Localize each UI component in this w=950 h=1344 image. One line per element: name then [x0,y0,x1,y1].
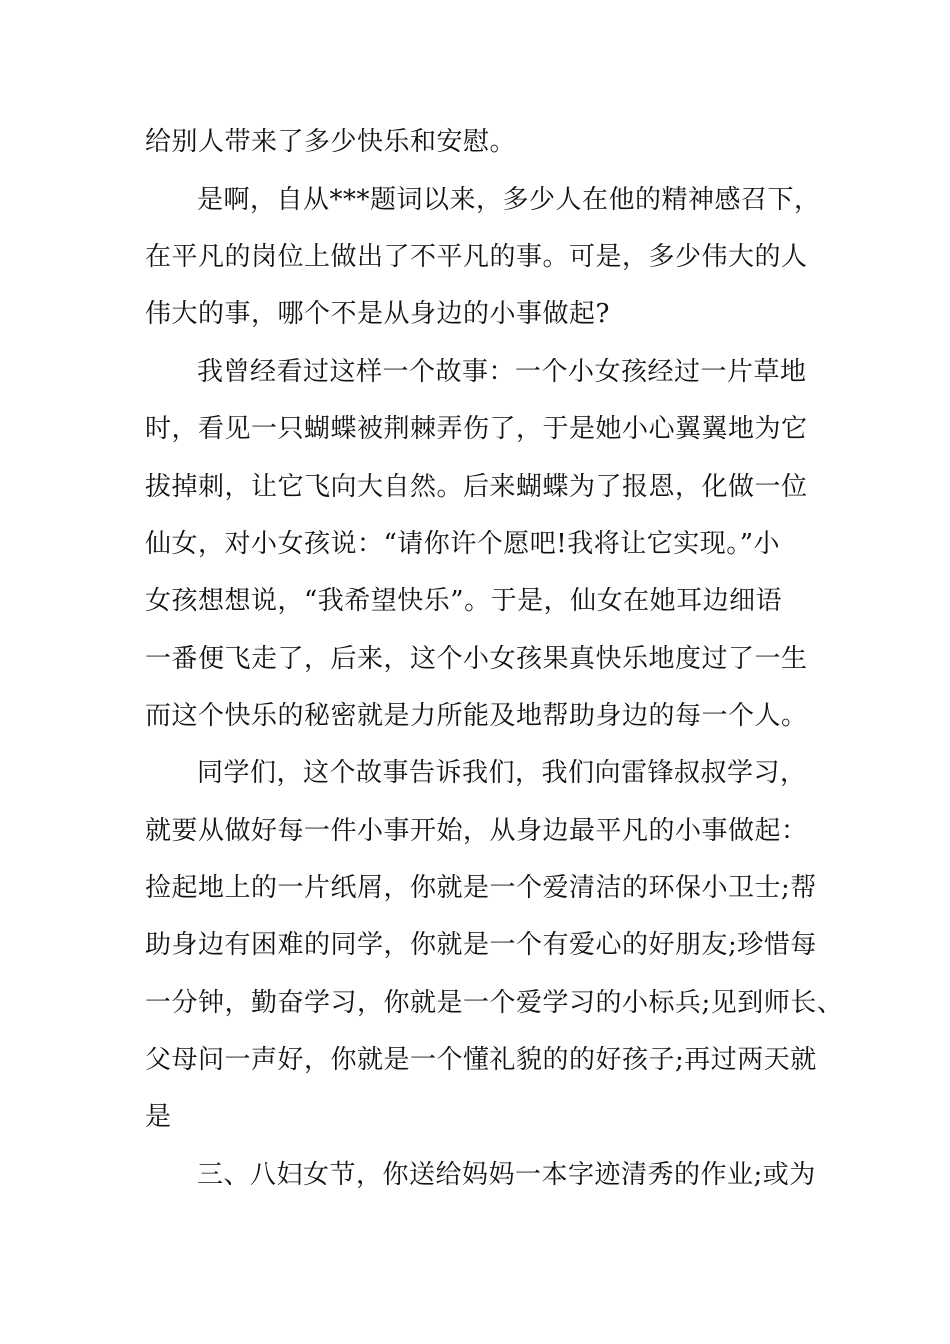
text-line: 而这个快乐的秘密就是力所能及地帮助身边的每一个人。 [145,701,808,731]
text-line: 父母问一声好，你就是一个懂礼貌的的好孩子;再过两天就 [145,1045,817,1075]
text-line: 三、八妇女节，你送给妈妈一本字迹清秀的作业;或为 [197,1160,816,1190]
text-line: 给别人带来了多少快乐和安慰。 [145,127,517,157]
text-line: 伟大的事，哪个不是从身边的小事做起? [145,299,610,329]
text-line: 一分钟，勤奋学习，你就是一个爱学习的小标兵;见到师长、 [145,988,844,1018]
text-line: 在平凡的岗位上做出了不平凡的事。可是，多少伟大的人 [145,242,808,272]
text-line: 就要从做好每一件小事开始，从身边最平凡的小事做起： [145,816,808,846]
text-line: 助身边有困难的同学，你就是一个有爱心的好朋友;珍惜每 [145,930,817,960]
text-line: 女孩想想说，“我希望快乐”。于是，仙女在她耳边细语 [145,586,783,616]
text-line: 时，看见一只蝴蝶被荆棘弄伤了，于是她小心翼翼地为它 [145,414,808,444]
text-line: 是啊，自从***题词以来，多少人在他的精神感召下， [197,185,821,215]
text-line: 仙女，对小女孩说：“请你许个愿吧!我将让它实现。”小 [145,529,781,559]
text-line: 同学们，这个故事告诉我们，我们向雷锋叔叔学习， [197,758,807,788]
text-line: 拔掉刺，让它飞向大自然。后来蝴蝶为了报恩，化做一位 [145,472,808,502]
text-line: 捡起地上的一片纸屑，你就是一个爱清洁的环保小卫士;帮 [145,873,817,903]
text-line: 是 [145,1102,172,1132]
text-line: 我曾经看过这样一个故事：一个小女孩经过一片草地 [197,357,807,387]
text-line: 一番便飞走了，后来，这个小女孩果真快乐地度过了一生 [145,644,808,674]
